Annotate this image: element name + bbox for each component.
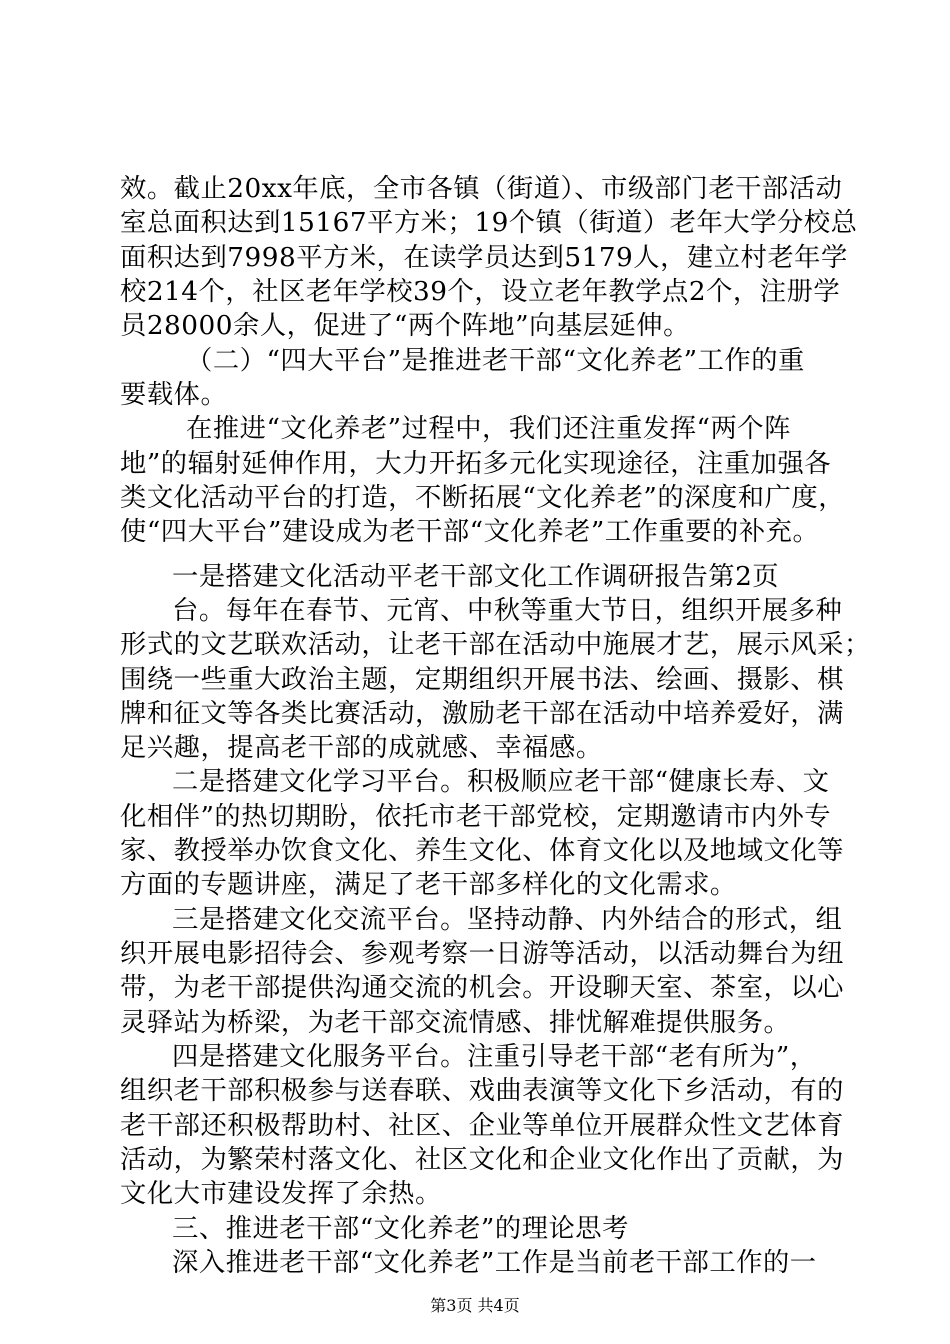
section-heading: （二）“四大平台”是推进老干部“文化养老”工作的重 (186, 345, 805, 376)
body-line: 三是搭建文化交流平台。坚持动静、内外结合的形式，组 (172, 904, 843, 935)
body-line: 家、教授举办饮食文化、养生文化、体育文化以及地域文化等 (120, 836, 844, 867)
section-heading: 要载体。 (120, 379, 228, 410)
body-line: 老干部还积极帮助村、社区、企业等单位开展群众性文艺体育 (120, 1110, 844, 1141)
body-line: 深入推进老干部“文化养老”工作是当前老干部工作的一 (172, 1248, 817, 1278)
body-line: 员28000余人，促进了“两个阵地”向基层延伸。 (120, 311, 690, 342)
body-line: 文化大市建设发挥了余热。 (120, 1179, 442, 1210)
body-line: 牌和征文等各类比赛活动，激励老干部在活动中培养爱好，满 (120, 698, 844, 729)
body-line: 组织老干部积极参与送春联、戏曲表演等文化下乡活动，有的 (120, 1076, 844, 1107)
body-line: 使“四大平台”建设成为老干部“文化养老”工作重要的补充。 (120, 517, 820, 548)
body-line: 地”的辐射延伸作用，大力开拓多元化实现途径，注重加强各 (120, 448, 832, 479)
body-line: 室总面积达到15167平方米；19个镇（街道）老年大学分校总 (120, 208, 858, 239)
body-line: 四是搭建文化服务平台。注重引导老干部“老有所为”， (172, 1042, 817, 1073)
body-line: 效。截止20xx年底，全市各镇（街道）、市级部门老干部活动 (120, 174, 843, 204)
body-line: 类文化活动平台的打造，不断拓展“文化养老”的深度和广度， (120, 482, 846, 513)
body-line: 一是搭建文化活动平老干部文化工作调研报告第2页 (172, 561, 780, 592)
body-line: 校214个，社区老年学校39个，设立老年教学点2个，注册学 (120, 276, 841, 307)
body-line: 足兴趣，提高老干部的成就感、幸福感。 (120, 733, 603, 764)
body-line: 化相伴”的热切期盼，依托市老干部党校，定期邀请市内外专 (120, 801, 832, 832)
body-line: 形式的文艺联欢活动，让老干部在活动中施展才艺，展示风采； (120, 630, 871, 661)
body-line: 面积达到7998平方米，在读学员达到5179人，建立村老年学 (120, 242, 848, 273)
body-line: 灵驿站为桥梁，为老干部交流情感、排忧解难提供服务。 (120, 1007, 791, 1038)
body-line: 台。每年在春节、元宵、中秋等重大节日，组织开展多种 (172, 595, 843, 626)
body-line: 围绕一些重大政治主题，定期组织开展书法、绘画、摄影、棋 (120, 664, 844, 695)
body-line: 在推进“文化养老”过程中，我们还注重发挥“两个阵 (186, 414, 791, 445)
body-line: 二是搭建文化学习平台。积极顺应老干部“健康长寿、文 (172, 767, 830, 798)
page-footer: 第3页 共4页 (430, 1296, 520, 1315)
body-line: 织开展电影招待会、参观考察一日游等活动，以活动舞台为纽 (120, 939, 844, 970)
body-line: 活动，为繁荣村落文化、社区文化和企业文化作出了贡献，为 (120, 1145, 844, 1176)
body-line: 方面的专题讲座，满足了老干部多样化的文化需求。 (120, 870, 737, 901)
body-line: 带，为老干部提供沟通交流的机会。开设聊天室、茶室，以心 (120, 973, 844, 1004)
section-heading: 三、推进老干部“文化养老”的理论思考 (172, 1213, 629, 1244)
